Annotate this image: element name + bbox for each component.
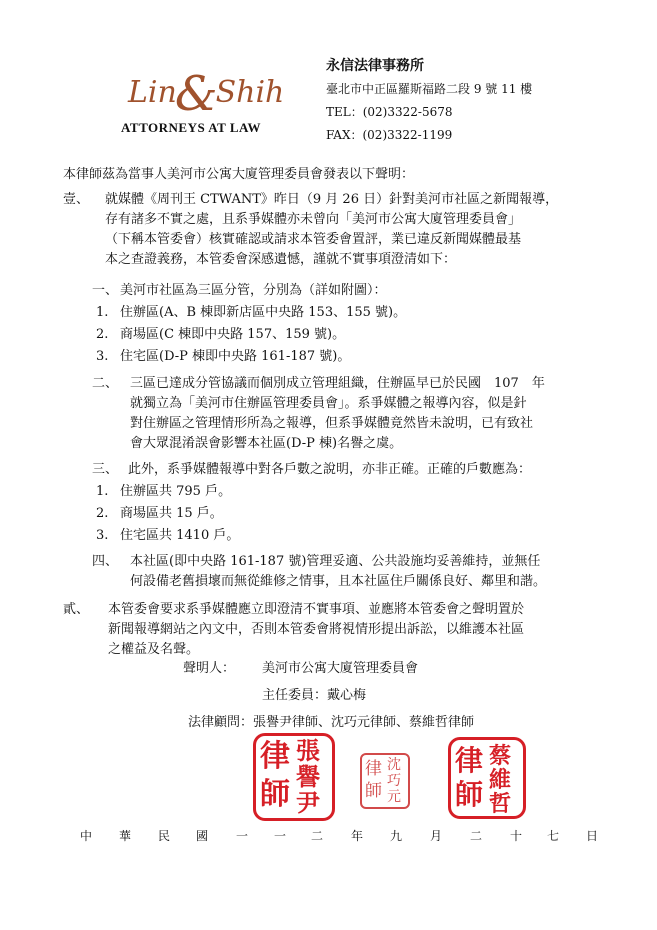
section-1-label: 壹、 <box>63 192 90 207</box>
seal-char: 師 <box>365 781 382 801</box>
item-3-sub-num: 3. <box>96 528 109 543</box>
firm-fax: FAX：(02)3322-1199 <box>326 128 453 142</box>
section-1-line: 存有諸多不實之處，且系爭媒體亦未曾向「美河市公寓大廈管理委員會」 <box>105 212 522 227</box>
seal-char: 律 <box>260 739 290 774</box>
item-2-line: 對住辦區之管理情形所為之報導，但系爭媒體竟然皆未說明，已有致社 <box>130 416 534 431</box>
item-2-line: 三區已達成分管協議而個別成立管理組織，住辦區早已於民國 107 年 <box>130 376 545 391</box>
seal-char: 尹 <box>296 788 320 817</box>
seal-char: 蔡 <box>489 743 512 769</box>
item-1-sub-num: 2. <box>96 327 109 342</box>
firm-logo <box>128 58 285 128</box>
seal-char: 譽 <box>296 762 320 791</box>
date-char: 一 <box>236 829 249 843</box>
item-2-line: 就獨立為「美河市住辦區管理委員會」。系爭媒體之報導內容，似是針 <box>130 396 527 411</box>
seal-char: 元 <box>387 789 401 805</box>
item-4-label: 四、 <box>92 554 119 569</box>
date-char: 年 <box>351 829 364 843</box>
date-char: 一 <box>274 829 287 843</box>
item-1-text: 美河市社區為三區分管，分別為（詳如附圖）： <box>120 283 387 298</box>
item-3-sub-text: 住辦區共 795 戶。 <box>120 484 232 499</box>
seal-zhang <box>253 733 335 821</box>
section-2-label: 貳、 <box>63 602 90 617</box>
item-3-sub-num: 2. <box>96 506 109 521</box>
section-2-line: 本管委會要求系爭媒體應立即澄清不實事項、並應將本管委會之聲明置於 <box>108 602 525 617</box>
firm-address: 臺北市中正區羅斯福路二段 9 號 11 樓 <box>326 82 533 96</box>
logo-left: Lin <box>128 75 177 110</box>
item-1-sub-num: 3. <box>96 349 109 364</box>
item-1-label: 一、 <box>92 283 119 298</box>
item-1-sub-text: 住辦區(A、B 棟即新店區中央路 153、155 號)。 <box>120 305 407 320</box>
seal-char: 巧 <box>387 773 401 789</box>
seal-char: 師 <box>260 777 290 812</box>
item-1-sub-num: 1. <box>96 305 109 320</box>
seal-char: 維 <box>489 767 512 793</box>
seal-char: 律 <box>365 759 382 779</box>
item-3-sub-num: 1. <box>96 484 109 499</box>
firm-chinese-name: 永信法律事務所 <box>326 58 424 74</box>
declarant-label: 聲明人： <box>183 661 236 676</box>
counsel-line: 法律顧問：張譽尹律師、沈巧元律師、蔡維哲律師 <box>188 715 475 730</box>
seal-char: 律 <box>455 744 484 777</box>
date-char: 二 <box>311 829 324 843</box>
item-2-label: 二、 <box>92 376 119 391</box>
date-char: 十 <box>510 829 523 843</box>
logo-right: Shih <box>215 75 285 110</box>
date-char: 月 <box>430 829 443 843</box>
intro-paragraph: 本律師茲為當事人美河市公寓大廈管理委員會發表以下聲明： <box>63 167 415 182</box>
section-1-line: 本之查證義務，本管委會深感遺憾，謹就不實事項澄清如下： <box>105 252 457 267</box>
firm-tel: TEL：(02)3322-5678 <box>326 105 453 119</box>
section-1-line: （下稱本管委會）核實確認或請求本管委會置評，業已違反新聞媒體最基 <box>105 232 522 247</box>
item-4-line: 本社區(即中央路 161-187 號)管理妥適、公共設施均妥善維持，並無任 <box>130 554 541 569</box>
item-1-sub-text: 商場區(C 棟即中央路 157、159 號)。 <box>120 327 346 342</box>
item-2-line: 會大眾混淆誤會影響本社區(D-P 棟)名譽之虞。 <box>130 436 403 451</box>
section-1-line: 就媒體《周刊王 CTWANT》昨日（9 月 26 日）針對美河市社區之新聞報導， <box>105 192 559 207</box>
item-3-sub-text: 商場區共 15 戶。 <box>120 506 223 521</box>
date-char: 七 <box>547 829 560 843</box>
section-2-line: 之權益及名聲。 <box>108 642 200 657</box>
seal-shen <box>360 753 410 809</box>
seal-char: 哲 <box>489 791 512 817</box>
date-char: 二 <box>470 829 483 843</box>
date-char: 華 <box>119 829 132 843</box>
seal-char: 張 <box>296 736 320 765</box>
logo-amp: & <box>174 66 218 122</box>
item-4-line: 何設備老舊損壞而無從維修之情事，且本社區住戶關係良好、鄰里和諧。 <box>130 574 547 589</box>
date-char: 中 <box>80 829 93 843</box>
item-3-sub-text: 住宅區共 1410 戶。 <box>120 528 240 543</box>
seal-char: 沈 <box>387 757 401 773</box>
declarant-name: 美河市公寓大廈管理委員會 <box>262 661 419 676</box>
seal-tsai <box>448 737 526 819</box>
chair-line: 主任委員：戴心梅 <box>262 688 367 703</box>
date-char: 民 <box>158 829 171 843</box>
item-3-label: 三、 <box>92 462 119 477</box>
item-3-text: 此外，系爭媒體報導中對各戶數之說明，亦非正確。正確的戶數應為： <box>128 462 532 477</box>
section-2-line: 新聞報導網站之內文中，否則本管委會將視情形提出訴訟，以維護本社區 <box>108 622 525 637</box>
firm-english-name: ATTORNEYS AT LAW <box>121 120 261 135</box>
date-char: 國 <box>196 829 209 843</box>
seal-char: 師 <box>455 778 484 811</box>
item-1-sub-text: 住宅區(D-P 棟即中央路 161-187 號)。 <box>120 349 351 364</box>
date-char: 九 <box>390 829 403 843</box>
date-char: 日 <box>586 829 599 843</box>
